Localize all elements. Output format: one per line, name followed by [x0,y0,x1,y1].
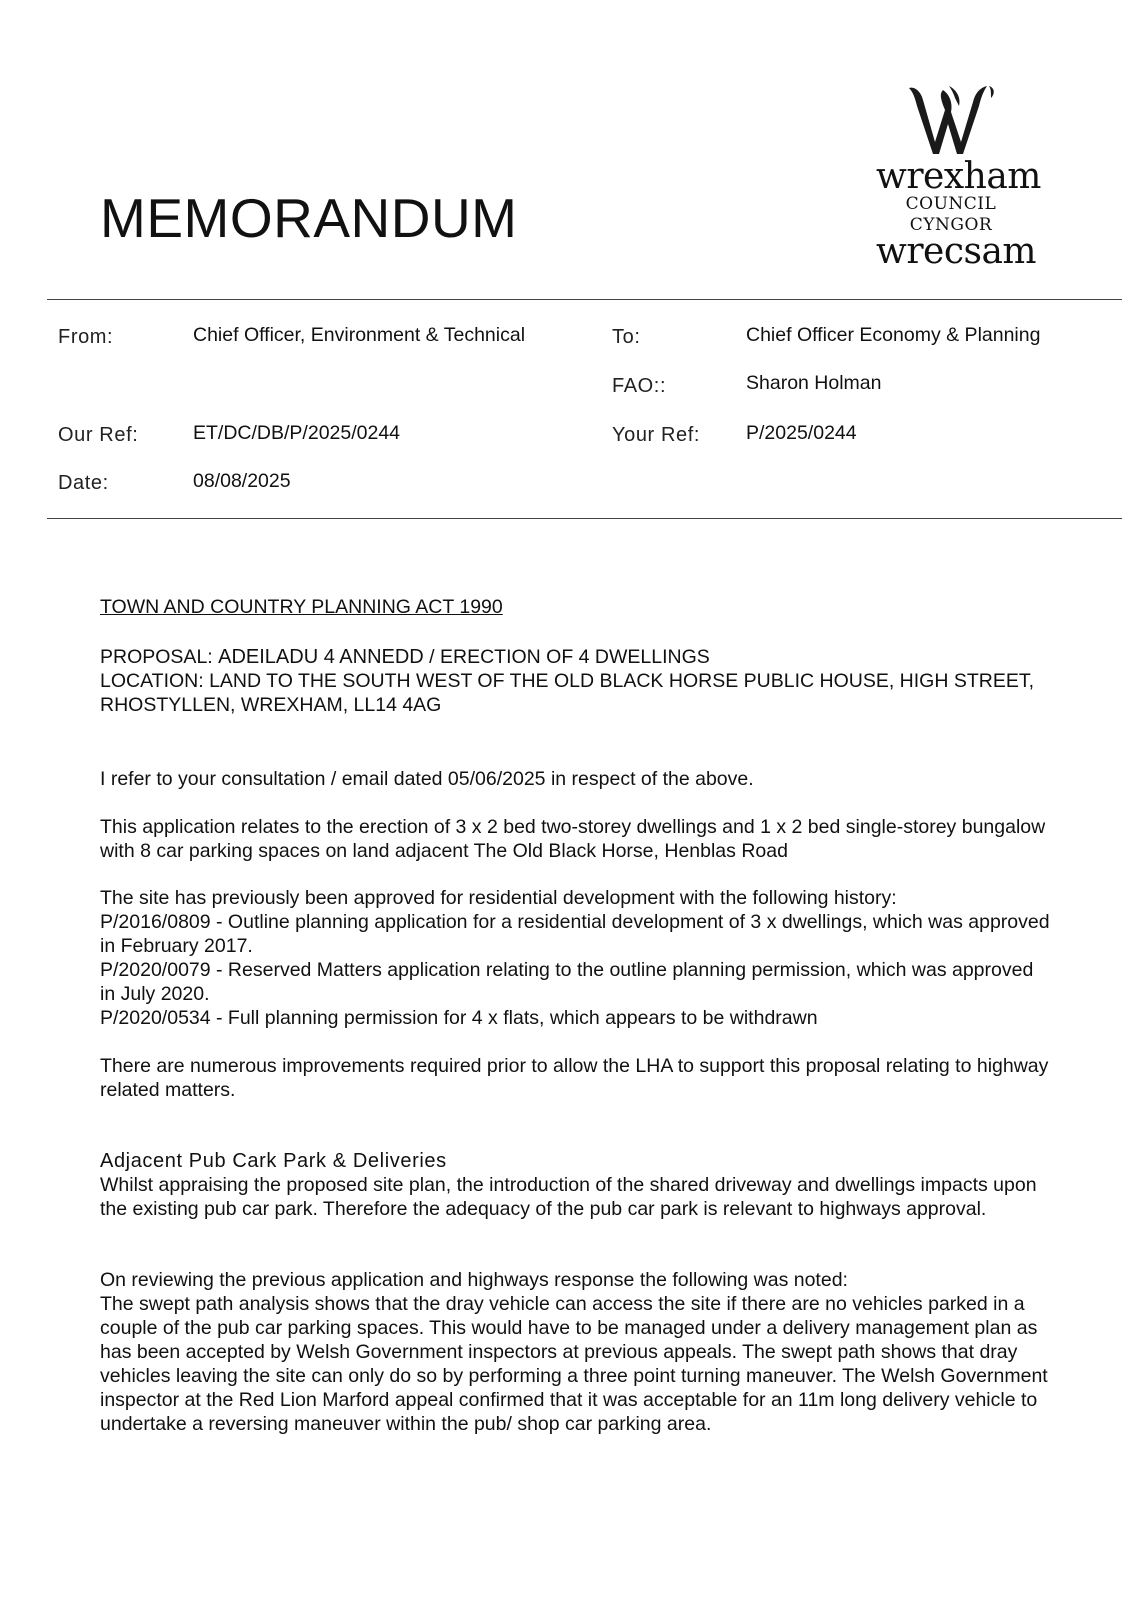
date-label: Date: [58,472,109,494]
swept-path-section [100,1268,1050,1436]
para-review-intro: On reviewing the previous application and highways response the following was noted: [100,1269,848,1291]
memo-title: MEMORANDUM [100,187,518,249]
our-ref-label: Our Ref: [58,424,139,446]
para-site-plan: Whilst appraising the proposed site plan, the introduction of the shared driveway and dwellings impacts upon the existing pub car park. Therefore the adequacy of the pub car park is relevant to highways approval. [100,1174,1037,1220]
proposal-line [100,645,1050,669]
proposal-block [100,645,1050,717]
from-value: Chief Officer, Environment & Technical [193,324,526,346]
para-swept-path: The swept path analysis shows that the dray vehicle can access the site if there are no vehicles parked in a couple of the pub car parking spaces. This would have to be managed under a delivery management plan as has been accepted by Welsh Government inspectors at previous appeals. The swept path shows that dray vehicles leaving the site can only do so by performing a three point turning maneuver. The Welsh Government inspector at the Red Lion Marford appeal confirmed that it was acceptable for an 11m long delivery vehicle to undertake a reversing maneuver within the pub/ shop car parking area. [100,1293,1048,1435]
logo-line-cyngor: CYNGOR [909,215,993,235]
your-ref-label: Your Ref: [612,424,701,446]
pub-car-park-section [100,1149,1050,1221]
history-intro: The site has previously been approved for residential development with the following history: [100,887,897,909]
your-ref-value: P/2025/0244 [746,422,857,444]
date-value: 08/08/2025 [193,470,291,492]
history-item: P/2020/0534 - Full planning permission for 4 x flats, which appears to be withdrawn [100,1007,818,1029]
history-item: P/2016/0809 - Outline planning application for a residential development of 3 x dwellings, which was approved in February 2017. [100,911,1050,957]
para-consultation-text: I refer to your consultation / email dated 05/06/2025 in respect of the above. [100,768,754,790]
to-label: To: [612,326,641,348]
proposal-welsh: ADEILADU 4 ANNEDD [218,646,424,668]
section-subheading: Adjacent Pub Cark Park & Deliveries [100,1150,447,1172]
our-ref-value: ET/DC/DB/P/2025/0244 [193,422,401,444]
para-improvements [100,1054,1050,1102]
proposal-prefix: PROPOSAL: [100,646,219,668]
header-divider-bottom [47,518,1122,519]
act-heading-text: TOWN AND COUNTRY PLANNING ACT 1990 [100,596,503,618]
location-line: LOCATION: LAND TO THE SOUTH WEST OF THE OLD BLACK HORSE PUBLIC HOUSE, HIGH STREET, RHOSTYLLEN, WREXHAM, LL14 4AG [100,670,1035,716]
para-improvements-text: There are numerous improvements required prior to allow the LHA to support this proposal relating to highway related matters. [100,1055,1049,1101]
logo-line-wrexham: wrexham [876,156,1041,197]
history-item: P/2020/0079 - Reserved Matters application relating to the outline planning permission, which was approved in July 2020. [100,959,1034,1005]
logo-line-wrecsam: wrecsam [876,231,1037,272]
fao-value: Sharon Holman [746,372,882,394]
w-emblem-icon [905,84,997,156]
proposal-english: / ERECTION OF 4 DWELLINGS [423,646,710,668]
fao-label: FAO:: [612,375,667,397]
to-value: Chief Officer Economy & Planning [746,324,1041,346]
council-logo [876,84,1041,272]
from-label: From: [58,326,114,348]
para-consultation [100,767,1050,791]
history-block [100,886,1050,1030]
header-divider-top [47,299,1122,300]
act-heading [100,595,1050,619]
logo-line-council: COUNCIL [905,194,997,214]
para-application [100,815,1050,863]
para-application-text: This application relates to the erection of 3 x 2 bed two-storey dwellings and 1 x 2 bed single-storey bungalow with 8 car parking spaces on land adjacent The Old Black Horse, Henblas Road [100,816,1046,862]
